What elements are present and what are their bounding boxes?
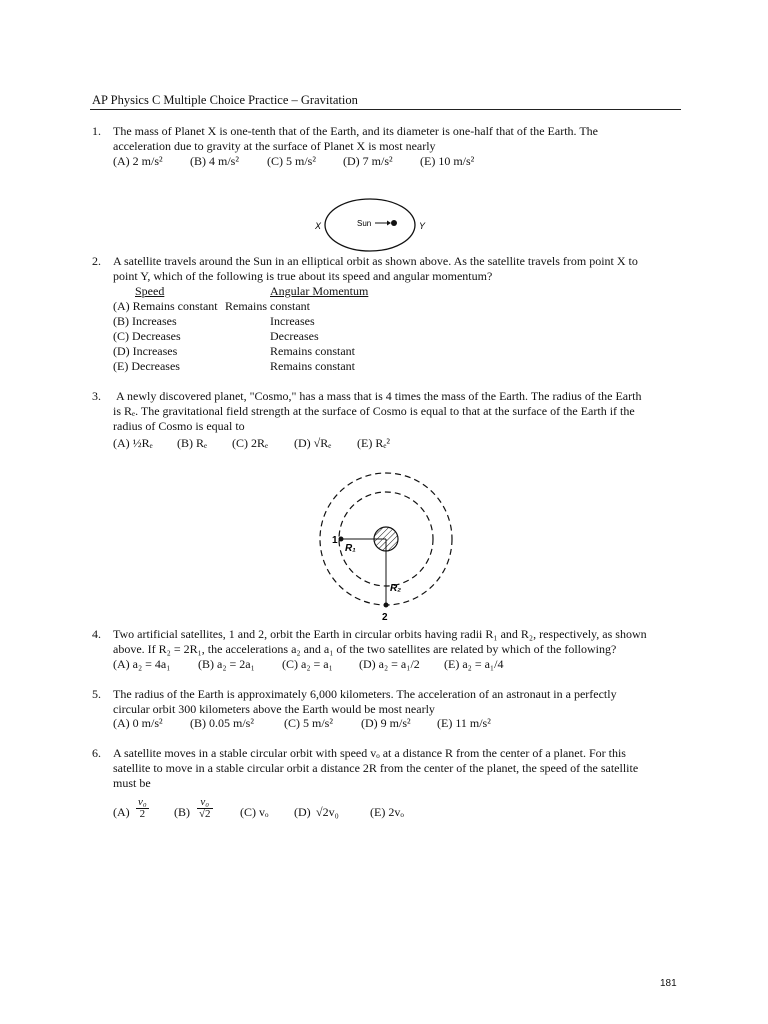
q3-text-line3: radius of Cosmo is equal to: [113, 419, 245, 433]
q2-text-line2: point Y, which of the following is true about its speed and angular momentum?: [113, 269, 493, 283]
q6-option-b-label: (B): [174, 805, 190, 819]
q1-option-a: (A) 2 m/s²: [113, 154, 163, 168]
q6-option-a-label: (A): [113, 805, 130, 819]
q2-row-e-speed: (E) Decreases: [113, 359, 180, 373]
q6-option-b-denominator: √2: [199, 808, 211, 820]
q6-option-a-numerator: v₀: [138, 796, 147, 808]
q6-text-line2: satellite to move in a stable circular orbit a distance 2R from the center of the planet, the speed of the satellite: [113, 761, 639, 775]
satellite-1-label: 1: [332, 535, 338, 546]
q3-text-line1: A newly discovered planet, "Cosmo," has a mass that is 4 times the mass of the Earth. The radius of the Earth: [116, 389, 642, 403]
q6-option-b-numerator: v₀: [197, 797, 213, 809]
r2-label: R₂: [390, 583, 402, 594]
q1-option-c: (C) 5 m/s²: [267, 154, 316, 168]
q4-text-line2: above. If R₂ = 2R₁, the accelerations a₂ and a₁ of the two satellites are related by which of the following?: [113, 642, 617, 656]
q1-option-e: (E) 10 m/s²: [420, 154, 475, 168]
elliptical-orbit-figure: [310, 196, 430, 254]
q2-col-angular-momentum: Angular Momentum: [270, 284, 369, 298]
q1-option-d: (D) 7 m/s²: [343, 154, 393, 168]
q3-option-c: (C) 2Rₑ: [232, 436, 269, 450]
q4-number: 4.: [92, 627, 101, 641]
q2-row-d-ang: Remains constant: [270, 344, 355, 358]
header-rule: [90, 109, 681, 110]
q4-option-d: (D) a₂ = a₁/2: [359, 657, 420, 671]
q5-number: 5.: [92, 687, 101, 701]
q2-row-b-ang: Increases: [270, 314, 315, 328]
q2-row-b-speed: (B) Increases: [113, 314, 177, 328]
q1-text-line1: The mass of Planet X is one-tenth that of the Earth, and its diameter is one-half that of the Earth. The: [113, 124, 598, 138]
q6-option-a-denominator: 2: [139, 808, 146, 820]
q4-option-b: (B) a₂ = 2a₁: [198, 657, 255, 671]
q3-option-b: (B) Rₑ: [177, 436, 208, 450]
q6-option-c: (C) vₒ: [240, 805, 269, 819]
q2-row-d-speed: (D) Increases: [113, 344, 178, 358]
q2-number: 2.: [92, 254, 101, 268]
q3-option-d: (D) √Rₑ: [294, 436, 332, 450]
q5-option-d: (D) 9 m/s²: [361, 716, 411, 730]
q5-text-line2: circular orbit 300 kilometers above the Earth would be most nearly: [113, 702, 435, 716]
q5-text-line1: The radius of the Earth is approximately 6,000 kilometers. The acceleration of an astronaut in a perfectly: [113, 687, 617, 701]
point-x-label: X: [315, 221, 322, 231]
satellite-2-dot: [384, 603, 389, 608]
sun-label: Sun: [357, 219, 372, 228]
q2-row-c-speed: (C) Decreases: [113, 329, 181, 343]
q3-number: 3.: [92, 389, 101, 403]
satellite-1-dot: [339, 537, 344, 542]
q6-option-e: (E) 2vₒ: [370, 805, 404, 819]
q5-option-e: (E) 11 m/s²: [437, 716, 491, 730]
q6-text-line3: must be: [113, 776, 151, 790]
page-header-title: AP Physics C Multiple Choice Practice – Gravitation: [92, 93, 358, 107]
q4-text-line1: Two artificial satellites, 1 and 2, orbit the Earth in circular orbits having radii R₁ and R₂, respectively, as shown: [113, 627, 647, 641]
r1-label: R₁: [345, 543, 356, 554]
q1-option-b: (B) 4 m/s²: [190, 154, 239, 168]
point-y-label: Y: [419, 221, 426, 231]
q2-col-speed: Speed: [135, 284, 165, 298]
q1-number: 1.: [92, 124, 101, 138]
q3-option-a: (A) ½Rₑ: [113, 436, 153, 450]
sun-arrowhead: [387, 221, 391, 226]
q2-row-a-speed: (A) Remains constant: [113, 299, 218, 313]
q5-option-a: (A) 0 m/s²: [113, 716, 163, 730]
q6-option-d-label: (D): [294, 805, 311, 819]
q1-text-line2: acceleration due to gravity at the surface of Planet X is most nearly: [113, 139, 436, 153]
q6-text-line1: A satellite moves in a stable circular orbit with speed vₒ at a distance R from the center of a planet. For this: [113, 746, 626, 760]
q5-option-c: (C) 5 m/s²: [284, 716, 333, 730]
q6-option-b-fraction: [195, 797, 215, 820]
q4-option-a: (A) a₂ = 4a₁: [113, 657, 171, 671]
satellite-2-label: 2: [382, 612, 388, 623]
page-number: 181: [660, 978, 677, 989]
q4-option-e: (E) a₂ = a₁/4: [444, 657, 504, 671]
q2-row-c-ang: Decreases: [270, 329, 319, 343]
q3-option-e: (E) Rₑ²: [357, 436, 390, 450]
q2-row-e-ang: Remains constant: [270, 359, 355, 373]
q2-text-line1: A satellite travels around the Sun in an elliptical orbit as shown above. As the satellite travels from point X to: [113, 254, 638, 268]
q6-option-d-radical: √2v₀: [316, 805, 339, 819]
q5-option-b: (B) 0.05 m/s²: [190, 716, 254, 730]
q3-text-line2: is Rₑ. The gravitational field strength at the surface of Cosmo is equal to that at the surface of the Earth if the: [113, 404, 635, 418]
circular-orbits-figure: [312, 468, 462, 624]
q2-row-a-ang: Remains constant: [225, 299, 310, 313]
satellite-dot: [391, 220, 397, 226]
q6-option-a-fraction: [134, 797, 151, 820]
q4-option-c: (C) a₂ = a₁: [282, 657, 333, 671]
q6-number: 6.: [92, 746, 101, 760]
